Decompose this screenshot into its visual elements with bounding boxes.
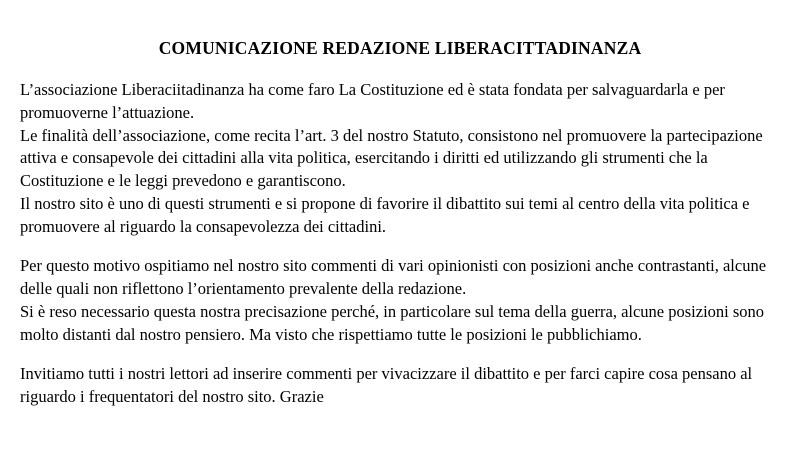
paragraph-spacer xyxy=(20,346,780,363)
paragraph: Per questo motivo ospitiamo nel nostro sito commenti di vari opinionisti con posizioni anche contrastanti, alcune delle quali non riflettono l’orientamento prevalente della redazione. xyxy=(20,256,767,299)
page-title: COMUNICAZIONE REDAZIONE LIBERACITTADINANZA xyxy=(158,38,642,58)
paragraph: L’associazione Liberaciitadinanza ha come faro La Costituzione ed è stata fondata per salvaguardarla e per promuoverne l’attuazione. xyxy=(20,80,725,122)
text-block-3 xyxy=(20,363,780,409)
paragraph: Invitiamo tutti i nostri lettori ad inserire commenti per vivacizzare il dibattito e per farci capire cosa pensano al riguardo i frequentatori del nostro sito. Grazie xyxy=(20,364,753,407)
paragraph: Il nostro sito è uno di questi strumenti e si propone di favorire il dibattito sui temi al centro della vita politica e promuovere al riguardo la consapevolezza dei cittadini. xyxy=(20,193,750,236)
paragraph: Le finalità dell’associazione, come recita l’art. 3 del nostro Statuto, consistono nel promuovere la partecipazione attiva e consapevole dei cittadini alla vita politica, esercitando i diritti ed utilizzando gli strumenti che la Costituzione e le leggi prevedono e garantiscono. xyxy=(20,125,763,191)
paragraph: Si è reso necessario questa nostra precisazione perché, in particolare sul tema della guerra, alcune posizioni sono molto distanti dal nostro pensiero. Ma visto che rispettiamo tutte le posizioni le pubblichiamo. xyxy=(20,301,765,344)
text-block-2 xyxy=(20,255,780,346)
paragraph-spacer xyxy=(20,238,780,255)
text-block-1 xyxy=(20,79,780,238)
